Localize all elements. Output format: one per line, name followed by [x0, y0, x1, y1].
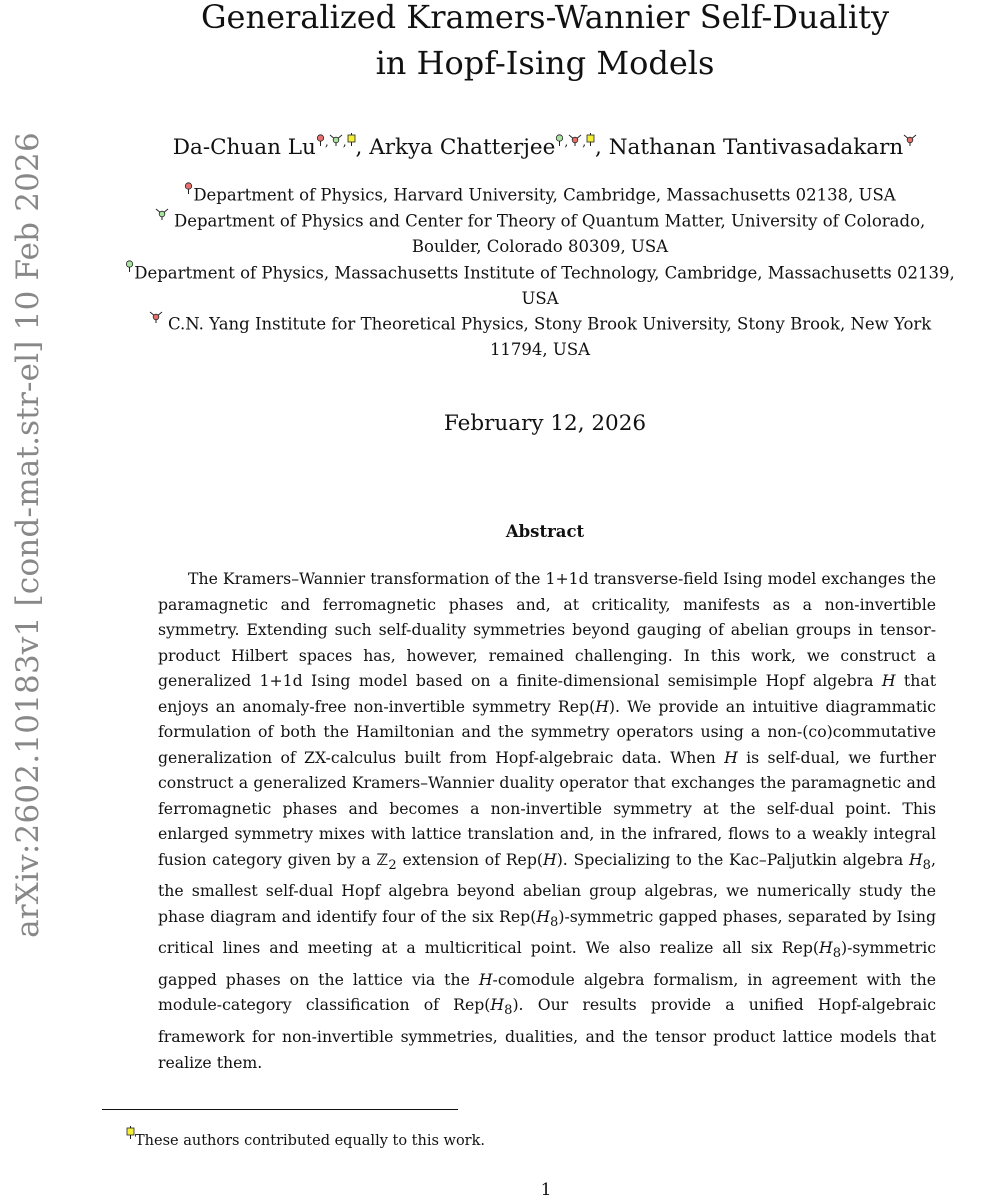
colorado-tripod-icon: [329, 134, 343, 146]
harvard-pin-icon: [316, 134, 325, 146]
math-H: H: [819, 938, 833, 958]
math-H: H: [490, 995, 505, 1015]
affiliation-text: USA: [521, 288, 559, 308]
author-name: Arkya Chatterjee: [369, 135, 556, 161]
equal-contribution-icon: [586, 133, 595, 146]
affiliation-text: Department of Physics and Center for Theory of Quantum Matter, University of Colorado,: [174, 211, 926, 231]
arxiv-sidebar-id: arXiv:2602.10183v1 [cond-mat.str-el] 10 Feb 2026: [10, 132, 46, 938]
stonybrook-tripod-icon: [568, 134, 582, 146]
equal-contribution-icon: [347, 133, 356, 146]
equal-contribution-icon: [126, 1126, 135, 1139]
title-line-2: in Hopf-Ising Models: [375, 44, 715, 82]
math-Z2: ℤ: [376, 849, 389, 869]
affiliation-list: [100, 182, 980, 363]
abstract-body: The Kramers–Wannier transformation of the 1+1d transverse-field Ising model exchanges the paramagnetic and ferromagnetic phases and, at criticality, manifests as a non-invertible symmetry. Extending such self-duality symmetries beyond gauging of abelian groups in tensor-product Hilbert spaces has, however, remained challenging. In this work, we construct a generalized 1+1d Ising model based on a finite-dimensional semisimple Hopf algebra H that enjoys an anomaly-free non-invertible symmetry Rep(H). We provide an intuitive diagrammatic formulation of both the Hamiltonian and the symmetry operators using a non-(co)commutative generalization of ZX-calculus built from Hopf-algebraic data. When H is self-dual, we further construct a generalized Kramers–Wannier duality operator that exchanges the paramagnetic and ferromagnetic phases and becomes a non-invertible symmetry at the self-dual point. This enlarged symmetry mixes with lattice translation and, in the infrared, flows to a weakly integral fusion category given by a ℤ$_2$ extension of Rep(H). Specializing to the Kac–Paljutkin algebra $H_8$, the smallest self-dual Hopf algebra beyond abelian group algebras, we numerically study the phase diagram and identify four of the six $Rep(H_8)$-symmetric gapped phases, separated by Ising critical lines and meeting at a multicritical point. We also realize all six $Rep(H_8)$-symmetric gapped phases on the lattice via the H-comodule algebra formalism, in agreement with the module-category classification of $Rep(H_8)$. Our results provide a unified Hopf-algebraic framework for non-invertible symmetries, dualities, and the tensor product lattice models that realize them.: [158, 569, 937, 1072]
harvard-pin-icon: [184, 182, 193, 194]
footnote-text: These authors contributed equally to this work.: [135, 1132, 485, 1149]
mit-pin-icon: [125, 260, 134, 272]
affiliation-stonybrook: [100, 311, 980, 363]
affiliation-mit: [100, 260, 980, 312]
paper-date: February 12, 2026: [443, 411, 647, 436]
affiliation-text: 11794, USA: [489, 340, 591, 359]
math-H: H: [881, 671, 896, 690]
math-H: H: [543, 849, 557, 869]
affiliation-text: Boulder, Colorado 80309, USA: [411, 237, 669, 256]
math-H: H: [478, 969, 493, 989]
affiliation-text: Department of Physics, Massachusetts Institute of Technology, Cambridge, Massachusetts 02139,: [134, 263, 955, 282]
abstract-heading: Abstract: [505, 522, 585, 541]
affiliation-colorado: [100, 208, 980, 260]
footnote-rule: [102, 1109, 458, 1110]
footnote: [126, 1126, 485, 1149]
affiliation-harvard: [100, 182, 980, 208]
math-H: H: [536, 906, 550, 926]
author-name: Da-Chuan Lu: [172, 135, 316, 161]
author-list: Da-Chuan Lu , , , Arkya Chatterjee , , , Nathanan Tantivasadakarn: [110, 133, 980, 160]
affiliation-text: Department of Physics, Harvard University, Cambridge, Massachusetts 02138, USA: [193, 185, 896, 205]
colorado-tripod-icon: [155, 208, 169, 220]
author-name: Nathanan Tantivasadakarn: [608, 135, 904, 161]
math-H: H: [595, 696, 609, 716]
math-H: H: [724, 747, 738, 767]
title-line-1: Generalized Kramers-Wannier Self-Duality: [200, 0, 890, 36]
paper-title: [110, 0, 980, 86]
affiliation-text: C.N. Yang Institute for Theoretical Physics, Stony Brook University, Stony Brook, New York: [167, 314, 932, 334]
stonybrook-tripod-icon: [149, 311, 163, 323]
math-H: H: [908, 849, 923, 869]
stonybrook-tripod-icon: [903, 134, 917, 146]
mit-pin-icon: [555, 134, 564, 146]
page-number: 1: [540, 1180, 552, 1200]
